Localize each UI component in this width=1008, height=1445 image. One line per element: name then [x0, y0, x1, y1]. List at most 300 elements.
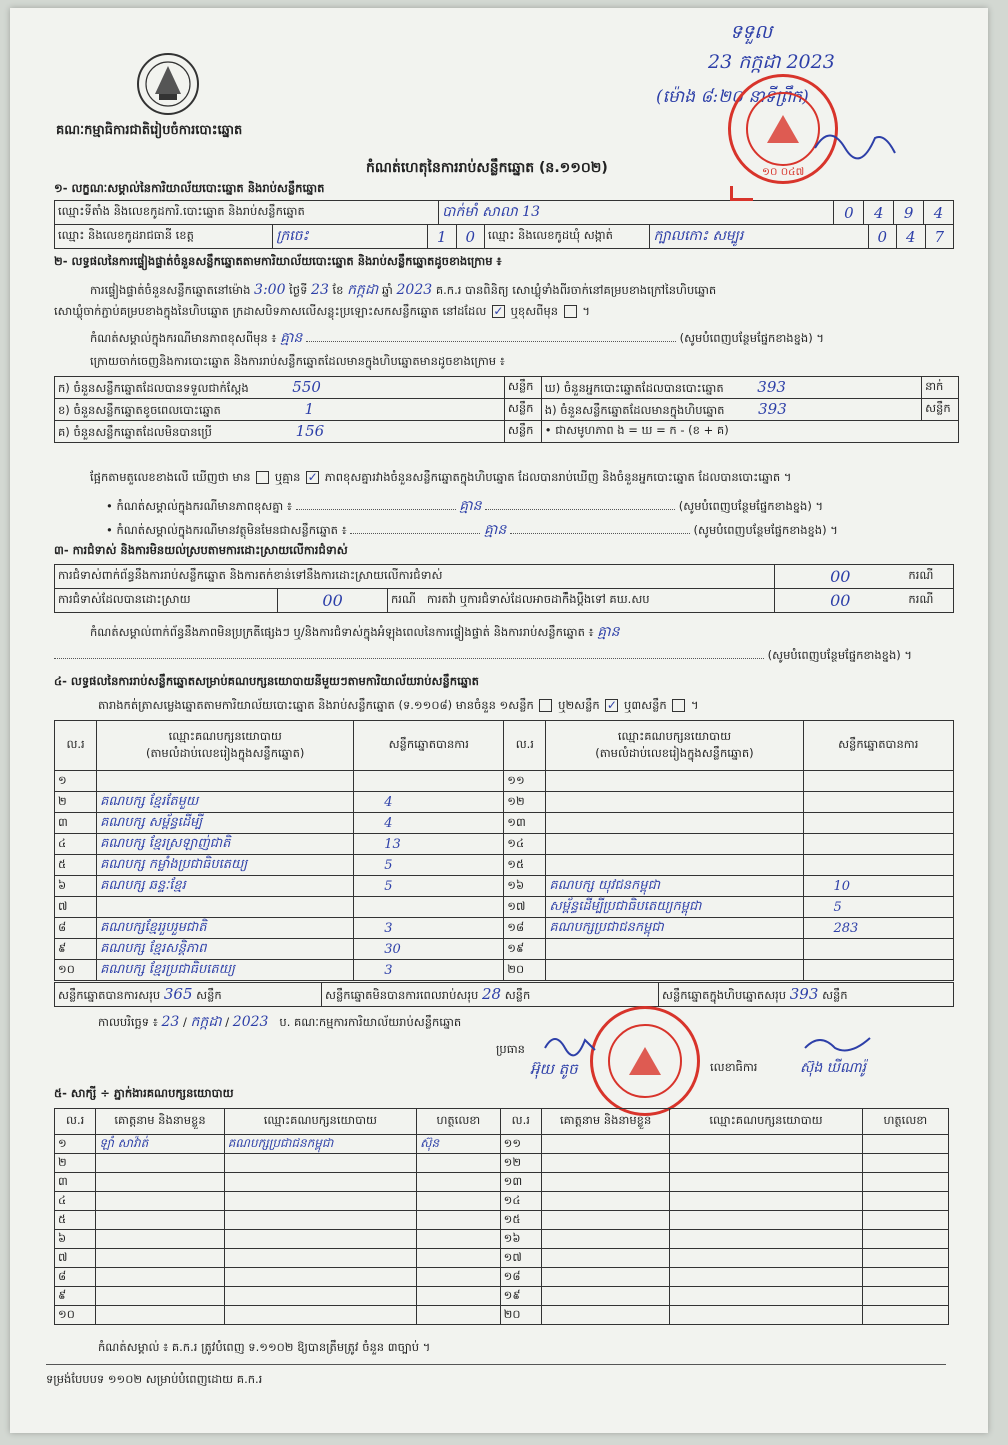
witness-party	[224, 1268, 416, 1287]
ko-unit: សន្លឹក	[504, 421, 541, 443]
received-note-1: ទទួល	[730, 21, 773, 43]
witness-name	[541, 1154, 669, 1173]
witness-party	[670, 1135, 862, 1154]
note2-value: គ្មាន	[459, 498, 482, 514]
witness-sign	[417, 1287, 501, 1306]
witness-name	[96, 1192, 224, 1211]
year-value: 2023	[396, 282, 433, 298]
formula: • ជាសមូហភាព ង = ឃ = ក - (ខ + គ)	[541, 421, 958, 443]
witness-name	[96, 1154, 224, 1173]
total-invalid-unit: សន្លឹក	[504, 987, 531, 1002]
witness-party	[224, 1173, 416, 1192]
section3-title: ៣- ការជំទាស់ និងការមិនយល់ស្របតាមការដោះស្រាយលើការជំទាស់	[54, 543, 348, 557]
province-value: ក្រចេះ	[273, 225, 428, 249]
chair-signature	[540, 1028, 600, 1058]
witness-sign	[862, 1135, 948, 1154]
compare-rest: ភាពខុសគ្នារវាងចំនួនសន្លឹកឆ្នោតក្នុងហិបឆ្នោត ដែលបានរាប់ឃើញ និងចំនួនអ្នកបោះឆ្នោត ដែលបានបោះឆ្នោត ។	[324, 470, 792, 484]
party-votes	[803, 855, 954, 876]
witness-table-row	[55, 1192, 949, 1211]
witness-name	[541, 1287, 669, 1306]
section4-intro: តារាងកត់ត្រាសម្លេងឆ្នោតតាមការិយាល័យបោះឆ្នោត និងរាប់សន្លឹកឆ្នោត (ទ.១១០៨) មានចំនួន ១សន្លឹក	[98, 698, 534, 712]
witness-party	[224, 1211, 416, 1230]
party-no: ១១	[504, 771, 546, 792]
kha-value: 1	[304, 399, 315, 418]
section3-hint-line	[54, 648, 949, 665]
witness-no: ៣	[55, 1173, 96, 1192]
commune-value: ក្បាលកោះ សម្បូរ	[650, 225, 868, 249]
total-box-value: 393	[789, 984, 819, 1003]
objection-row2b-label: ការតវ៉ា ឬការជំទាស់ដែលអាចដាក់ឹងប្តឹងទៅ គឃ.សប	[426, 592, 650, 606]
witness-name	[96, 1306, 224, 1325]
party-table-row	[55, 834, 954, 855]
gho-value: 393	[757, 377, 786, 396]
witness-no: ១៦	[500, 1230, 541, 1249]
section3-note-label: កំណត់សម្គាល់ពាក់ព័ន្ធនឹងភាពមិនប្រក្រតីផ្សេងៗ ឬ/និងការជំទាស់ក្នុងអំឡុងពេលនៃការផ្ទៀងផ្ទាត់ និងការរាប់សន្លឹកឆ្នោត ៖	[90, 625, 594, 639]
witness-name	[96, 1287, 224, 1306]
witness-table-row	[55, 1135, 949, 1154]
witness-no: ៥	[55, 1211, 96, 1230]
party-name: គណបក្សប្រជាជនកម្ពុជា	[546, 918, 803, 939]
party-table-row	[55, 792, 954, 813]
note3-value: គ្មាន	[483, 522, 507, 538]
witness-name	[96, 1230, 224, 1249]
witness-party	[670, 1287, 862, 1306]
party-no: ១	[55, 771, 97, 792]
document-page	[10, 8, 988, 1433]
witness-table-row	[55, 1173, 949, 1192]
party-votes-table	[54, 720, 954, 981]
ngo-value: 393	[758, 399, 787, 418]
received-note-3: (ម៉ោង ៨:២០ នាទីព្រឹក)	[656, 87, 809, 107]
nec-emblem	[135, 50, 201, 118]
party-table-row	[55, 876, 954, 897]
witness-name	[541, 1173, 669, 1192]
w-right-col-sign: ហត្ថលេខា	[862, 1109, 948, 1135]
witness-no: ១៩	[500, 1287, 541, 1306]
compare-text: ផ្អែកតាមតួលេខខាងលើ ឃើញថា មាន	[90, 470, 251, 484]
right-col-party-sub: (តាមលំដាប់លេខរៀងក្នុងសន្លឹកឆ្នោត)	[595, 745, 754, 760]
ngo-label: ង) ចំនួនសន្លឹកឆ្នោតដែលមានក្នុងហិបឆ្នោត	[544, 402, 725, 417]
compare-no: ឬគ្មាន	[274, 470, 301, 484]
ka-value: 550	[292, 377, 321, 396]
party-name: គណបក្ស កម្លាំងប្រជាធិបតេយ្យ	[97, 855, 354, 876]
party-no: ៤	[55, 834, 97, 855]
objection-row1-label: ការជំទាស់ពាក់ព័ន្ធនឹងការរាប់សន្លឹកឆ្នោត និងការតក់ខាន់ទៅនឹងការដោះស្រាយលើការជំទាស់	[55, 565, 775, 589]
section1-table	[54, 200, 954, 225]
party-name	[97, 897, 354, 918]
witness-party	[670, 1249, 862, 1268]
total-valid-value: 365	[163, 984, 193, 1003]
party-votes	[354, 771, 504, 792]
party-name	[546, 792, 803, 813]
commune-code-3: 7	[925, 225, 954, 249]
gho-label: ឃ) ចំនួនអ្នកបោះឆ្នោតដែលបានបោះឆ្នោត	[544, 380, 724, 395]
witness-name: ឡាំ សាវ៉ាត់	[96, 1135, 224, 1154]
witness-sign	[417, 1211, 501, 1230]
difference-no-checkbox[interactable]: ✓	[307, 470, 318, 484]
party-no: ២	[55, 792, 97, 813]
signature-top	[810, 118, 900, 168]
witness-no: ២	[55, 1154, 96, 1173]
party-table-row	[55, 897, 954, 918]
month-value: កក្កដា	[347, 282, 379, 298]
objection-table	[54, 564, 954, 613]
two-sheet-label: ឬ២សន្លឹក	[558, 698, 600, 712]
footer-form-label: ទម្រង់បែបបទ ១១០២ សម្រាប់បំពេញដោយ គ.ក.រ	[46, 1372, 263, 1386]
party-no: ២០	[504, 960, 546, 981]
ka-label: ក) ចំនួនសន្លឹកឆ្នោតដែលបានទទួលជាក់ស្តែង	[58, 380, 249, 395]
received-note-2: 23 កក្កដា 2023	[708, 51, 835, 73]
footer-divider	[46, 1364, 946, 1365]
commune-code-2: 4	[897, 225, 925, 249]
total-valid-unit: សន្លឹក	[196, 987, 222, 1002]
province-code-1: 1	[428, 225, 456, 249]
witness-party	[670, 1211, 862, 1230]
witness-no: ៧	[55, 1249, 96, 1268]
station-value: បាក់មាំ សាលា 13	[439, 201, 834, 225]
witness-table-row	[55, 1211, 949, 1230]
witness-no: ៩	[55, 1287, 96, 1306]
section2-time-line	[90, 280, 716, 301]
station-code-3: 9	[894, 201, 924, 225]
witness-no: ៦	[55, 1230, 96, 1249]
party-votes	[803, 792, 954, 813]
org-name: គណៈកម្មាធិការជាតិរៀបចំការបោះឆ្នោត	[56, 123, 243, 138]
witness-party	[224, 1230, 416, 1249]
party-votes	[803, 939, 954, 960]
party-no: ១៣	[504, 813, 546, 834]
w-left-col-party: ឈ្មោះគណបក្សនយោបាយ	[224, 1109, 416, 1135]
witness-table-row	[55, 1306, 949, 1325]
party-no: ១៤	[504, 834, 546, 855]
witness-name	[541, 1230, 669, 1249]
note1-value: គ្មាន	[280, 330, 303, 346]
witness-name	[541, 1306, 669, 1325]
note2-hint: (សូមបំពេញបន្ថែមផ្នែកខាងខ្នង) ។	[678, 499, 824, 513]
party-no: ១២	[504, 792, 546, 813]
left-col-party-sub: (តាមលំដាប់លេខរៀងក្នុងសន្លឹកឆ្នោត)	[145, 745, 305, 760]
date-month: កក្កដា	[190, 1014, 222, 1030]
witness-party	[224, 1249, 416, 1268]
chair-label: ប្រធាន	[496, 1042, 525, 1056]
witness-no: ១៣	[500, 1173, 541, 1192]
objection-row1-value: 00	[775, 565, 906, 589]
party-name	[546, 834, 803, 855]
witness-no: ១៤	[500, 1192, 541, 1211]
left-col-votes: សន្លឹកឆ្នោតបានការ	[354, 721, 504, 771]
witness-table-row	[55, 1230, 949, 1249]
party-votes: 5	[354, 855, 504, 876]
date-year: 2023	[232, 1014, 269, 1030]
witness-rows	[55, 1135, 949, 1325]
witness-sign	[862, 1268, 948, 1287]
date-day: 23	[161, 1014, 180, 1030]
witness-name	[96, 1173, 224, 1192]
witness-party	[224, 1192, 416, 1211]
w-left-col-name: គោត្តនាម និងនាមខ្លួន	[96, 1109, 224, 1135]
witness-name	[96, 1211, 224, 1230]
section2-title: ២- លទ្ធផលនៃការផ្ទៀងផ្ទាត់ចំនួនសន្លឹកឆ្នោតតាមការិយាល័យបោះឆ្នោត និងរាប់សន្លឹកឆ្នោតដូចខាងក្រោម ៖	[54, 254, 502, 268]
w-right-col-no: ល.រ	[500, 1109, 541, 1135]
note1-line	[90, 328, 950, 349]
stamp-code: ១០ ០៤៧	[762, 166, 805, 178]
section4-intro-line	[98, 698, 699, 715]
party-votes: 4	[354, 792, 504, 813]
witness-party	[670, 1268, 862, 1287]
party-name: គណបក្ស ខ្មែរប្រជាធិបតេយ្យ	[97, 960, 354, 981]
official-stamp-bottom	[590, 1006, 700, 1116]
party-name	[546, 813, 803, 834]
left-col-no: ល.រ	[55, 721, 97, 771]
party-votes: 4	[354, 813, 504, 834]
witness-sign	[417, 1192, 501, 1211]
witness-sign	[862, 1287, 948, 1306]
total-invalid-value: 28	[481, 984, 502, 1003]
right-col-votes: សន្លឹកឆ្នោតបានការ	[803, 721, 954, 771]
objection-row2-label: ការជំទាស់ដែលបានដោះស្រាយ	[55, 589, 278, 613]
party-name: គណបក្ស ខ្មែរតែមួយ	[97, 792, 354, 813]
party-no: ៩	[55, 939, 97, 960]
commune-label: ឈ្មោះ និងលេខកូដឃុំ សង្កាត់	[484, 225, 649, 249]
witness-table	[54, 1108, 949, 1325]
party-name: គណបក្ស ខ្មែរស្រឡាញ់ជាតិ	[97, 834, 354, 855]
two-sheet-checkbox[interactable]: ✓	[606, 698, 617, 712]
kha-unit: សន្លឹក	[504, 399, 541, 421]
date-line: កាលបរិច្ឆេទ ៖ 23 / កក្កដា / 2023 ប. គណៈកម្មការការិយាល័យរាប់សន្លឹកឆ្នោត	[98, 1014, 462, 1030]
party-votes: 283	[803, 918, 954, 939]
gho-unit: នាក់	[922, 377, 959, 399]
w-right-col-name: គោត្តនាម និងនាមខ្លួន	[541, 1109, 669, 1135]
party-no: ១៥	[504, 855, 546, 876]
difference-yes-checkbox[interactable]	[256, 471, 269, 484]
witness-sign	[862, 1173, 948, 1192]
form-title: កំណត់ហេតុនៃការរាប់សន្លឹកឆ្នោត (ន.១១០២)	[366, 160, 608, 176]
witness-table-row	[55, 1268, 949, 1287]
party-votes: 3	[354, 960, 504, 981]
witness-sign	[417, 1154, 501, 1173]
witness-party	[670, 1173, 862, 1192]
note2-label: • កំណត់សម្គាល់ក្នុងករណីមានភាពខុសគ្នា ៖	[106, 499, 292, 513]
party-table-row	[55, 855, 954, 876]
total-invalid-label: សន្លឹកឆ្នោតមិនបានការពេលរាប់សរុប	[325, 987, 479, 1002]
witness-no: ៤	[55, 1192, 96, 1211]
party-name: គណបក្សខ្មែររួបរួមជាតិ	[97, 918, 354, 939]
objection-row2b-value: 00	[775, 589, 906, 613]
w-right-col-party: ឈ្មោះគណបក្សនយោបាយ	[670, 1109, 862, 1135]
station-code-4: 4	[924, 201, 954, 225]
station-label: ឈ្មោះទីតាំង និងលេខកូដការិ.បោះឆ្នោត និងរាប់សន្លឹកឆ្នោត	[55, 201, 439, 225]
witness-party	[670, 1192, 862, 1211]
three-sheet-label: ឬ៣សន្លឹក	[624, 698, 667, 712]
witness-no: ១១	[500, 1135, 541, 1154]
witness-no: ១៨	[500, 1268, 541, 1287]
witness-name	[541, 1268, 669, 1287]
party-name	[546, 855, 803, 876]
party-votes: 13	[354, 834, 504, 855]
witness-name	[96, 1249, 224, 1268]
note2-line	[106, 496, 956, 517]
secretary-label: លេខាធិការ	[710, 1060, 758, 1074]
total-valid-label: សន្លឹកឆ្នោតបានការសរុប	[58, 987, 161, 1002]
party-no: ១៧	[504, 897, 546, 918]
section3-note-line	[90, 622, 960, 643]
witness-party	[224, 1287, 416, 1306]
ka-unit: សន្លឹក	[504, 377, 541, 399]
party-name	[546, 960, 803, 981]
one-sheet-checkbox[interactable]	[539, 699, 552, 712]
totals-row	[54, 982, 954, 1007]
witness-no: ១២	[500, 1154, 541, 1173]
section4-intro-end: ។	[691, 698, 699, 712]
witness-no: ១៥	[500, 1211, 541, 1230]
witness-sign	[862, 1249, 948, 1268]
witness-sign	[417, 1249, 501, 1268]
ko-label: គ) ចំនួនសន្លឹកឆ្នោតដែលមិនបានប្រើ	[58, 424, 212, 439]
party-name	[546, 939, 803, 960]
changed-checkbox[interactable]	[564, 305, 577, 318]
witness-no: ១៧	[500, 1249, 541, 1268]
secretary-signature	[800, 1030, 880, 1058]
party-no: ៣	[55, 813, 97, 834]
witness-sign	[417, 1268, 501, 1287]
party-no: ១៦	[504, 876, 546, 897]
three-sheet-checkbox[interactable]	[672, 699, 685, 712]
section1-table-row2	[54, 224, 954, 249]
party-no: ៥	[55, 855, 97, 876]
witness-table-row	[55, 1154, 949, 1173]
witness-no: ១	[55, 1135, 96, 1154]
party-name: គណបក្ស ខ្មែរសន្តិភាព	[97, 939, 354, 960]
party-votes	[354, 897, 504, 918]
party-no: ១៩	[504, 939, 546, 960]
section4-title: ៤- លទ្ធផលនៃការរាប់សន្លឹកឆ្នោតសម្រាប់គណបក្សនយោបាយនីមួយៗតាមការិយាល័យរាប់សន្លឹកឆ្នោត	[54, 674, 479, 688]
witness-party	[670, 1306, 862, 1325]
party-name: គណបក្ស ឆន្ទៈខ្មែរ	[97, 876, 354, 897]
note3-hint: (សូមបំពេញបន្ថែមផ្នែកខាងខ្នង) ។	[693, 523, 838, 537]
witness-no: ២០	[500, 1306, 541, 1325]
party-table-row	[55, 813, 954, 834]
witness-name	[541, 1135, 669, 1154]
total-box-label: សន្លឹកឆ្នោតក្នុងហិបឆ្នោតសរុប	[662, 987, 787, 1002]
result-intro: ក្រោយចាក់ចេញនិងការបោះឆ្នោត និងការរាប់សន្លឹកឆ្នោតដែលមានក្នុងហិបឆ្នោតមានដូចខាងក្រោម ៖	[90, 354, 505, 368]
line1-rest: គ.ក.រ បានពិនិត្យ សោឃ្លុំទាំងពីរចាក់នៅគម្របខាងក្រៅនៃហិបឆ្នោត	[435, 283, 717, 297]
day-label: ថ្ងៃទី	[289, 283, 308, 297]
time-value: 3:00	[254, 282, 286, 298]
footnote: កំណត់សម្គាល់ ៖ គ.ក.រ ត្រូវបំពេញ ទ.១១០២ ឱ្យបានត្រឹមត្រូវ ចំនួន ៣ច្បាប់ ។	[98, 1340, 431, 1354]
ngo-unit: សន្លឹក	[922, 399, 959, 421]
party-votes	[803, 960, 954, 981]
station-code-2: 4	[864, 201, 894, 225]
compare-line	[90, 470, 960, 487]
province-label: ឈ្មោះ និងលេខកូដរាជធានី ខេត្ត	[55, 225, 273, 249]
kha-label: ខ) ចំនួនសន្លឹកឆ្នោតខូចពេលបោះឆ្នោត	[58, 402, 221, 417]
witness-sign	[862, 1154, 948, 1173]
party-votes	[803, 771, 954, 792]
witness-sign	[417, 1230, 501, 1249]
witness-name	[96, 1268, 224, 1287]
party-no: ៦	[55, 876, 97, 897]
red-mark	[730, 186, 753, 201]
section3-note-value: គ្មាន	[597, 624, 620, 640]
party-no: ១០	[55, 960, 97, 981]
objection-row2-unit: ករណី	[390, 592, 416, 606]
witness-sign	[862, 1211, 948, 1230]
year-label: ឆ្នាំ	[381, 283, 393, 297]
witness-party	[670, 1154, 862, 1173]
party-votes: 5	[803, 897, 954, 918]
unchanged-checkbox[interactable]: ✓	[493, 304, 504, 318]
witness-party	[670, 1230, 862, 1249]
objection-row2b-unit: ករណី	[905, 589, 953, 613]
party-table-row	[55, 939, 954, 960]
day-value: 23	[311, 282, 329, 298]
party-no: ៧	[55, 897, 97, 918]
party-name	[97, 771, 354, 792]
secretary-name: ស៊ុង ឃីណារ៉ូ	[800, 1060, 866, 1076]
w-left-col-sign: ហត្ថលេខា	[417, 1109, 501, 1135]
left-col-party: ឈ្មោះគណបក្សនយោបាយ	[168, 728, 282, 743]
committee-label: ប. គណៈកម្មការការិយាល័យរាប់សន្លឹកឆ្នោត	[279, 1015, 462, 1029]
total-box-unit: សន្លឹក	[822, 987, 848, 1002]
right-col-no: ល.រ	[504, 721, 546, 771]
witness-name	[541, 1249, 669, 1268]
party-table-row	[55, 960, 954, 981]
party-votes: 5	[354, 876, 504, 897]
witness-sign: ស៊ុន	[417, 1135, 501, 1154]
section2-line2: សោឃ្លុំចាក់ភ្ជាប់គម្របខាងក្នុងនៃហិបឆ្នោត ក្រដាសបិទភាសលើសន្លុះប្រឡោះសកសន្លឹកឆ្នោត នៅដដែល ✓ ឬខុសពីមុន ។	[54, 304, 590, 318]
note3-label: • កំណត់សម្គាល់ក្នុងករណីមានវត្ថុមិនមែនជាសន្លឹកឆ្នោត ៖	[106, 523, 347, 537]
party-votes	[803, 834, 954, 855]
party-votes	[803, 813, 954, 834]
section3-hint: (សូមបំពេញបន្ថែមផ្នែកខាងខ្នង) ។	[767, 648, 912, 662]
party-name: គណបក្ស សម្ព័ន្ធដើម្បី	[97, 813, 354, 834]
party-table-row	[55, 771, 954, 792]
party-name: សម្ព័ន្ធដើម្បីប្រជាធិបតេយ្យកម្ពុជា	[546, 897, 803, 918]
witness-party	[224, 1154, 416, 1173]
witness-name	[541, 1192, 669, 1211]
witness-sign	[417, 1173, 501, 1192]
station-code-1: 0	[834, 201, 864, 225]
witness-sign	[862, 1306, 948, 1325]
date-label: កាលបរិច្ឆេទ ៖	[98, 1015, 158, 1029]
changed-label: ឬខុសពីមុន	[510, 304, 559, 318]
witness-table-row	[55, 1287, 949, 1306]
time-intro: ការផ្ទៀងផ្ទាត់ចំនួនសន្លឹកឆ្នោតនៅម៉ោង	[90, 283, 251, 297]
party-name	[546, 771, 803, 792]
party-name: គណបក្ស យុវជនកម្ពុជា	[546, 876, 803, 897]
chair-name: អ៊ុយ តូច	[530, 1060, 578, 1078]
note3-line	[106, 520, 956, 541]
right-col-party: ឈ្មោះគណបក្សនយោបាយ	[617, 728, 732, 743]
party-no: ៨	[55, 918, 97, 939]
province-code-2: 0	[456, 225, 484, 249]
party-votes: 10	[803, 876, 954, 897]
objection-row2-value: 00	[278, 589, 388, 613]
party-rows	[55, 771, 954, 981]
party-votes: 30	[354, 939, 504, 960]
commune-code-1: 0	[868, 225, 896, 249]
witness-sign	[862, 1192, 948, 1211]
witness-party: គណបក្សប្រជាជនកម្ពុជា	[224, 1135, 416, 1154]
w-left-col-no: ល.រ	[55, 1109, 96, 1135]
section1-title: ១- លក្ខណៈសម្គាល់នៃការិយាល័យបោះឆ្នោត និងរាប់សន្លឹកឆ្នោត	[54, 181, 325, 195]
note1-label: កំណត់សម្គាល់ក្នុងករណីមានភាពខុសពីមុន ៖	[90, 331, 277, 345]
note1-hint: (សូមបំពេញបន្ថែមផ្នែកខាងខ្នង) ។	[679, 331, 824, 345]
witness-sign	[417, 1306, 501, 1325]
section5-title: ៥- សាក្សី ÷ ភ្នាក់ងារគណបក្សនយោបាយ	[54, 1086, 234, 1100]
witness-table-row	[55, 1249, 949, 1268]
witness-no: ៨	[55, 1268, 96, 1287]
